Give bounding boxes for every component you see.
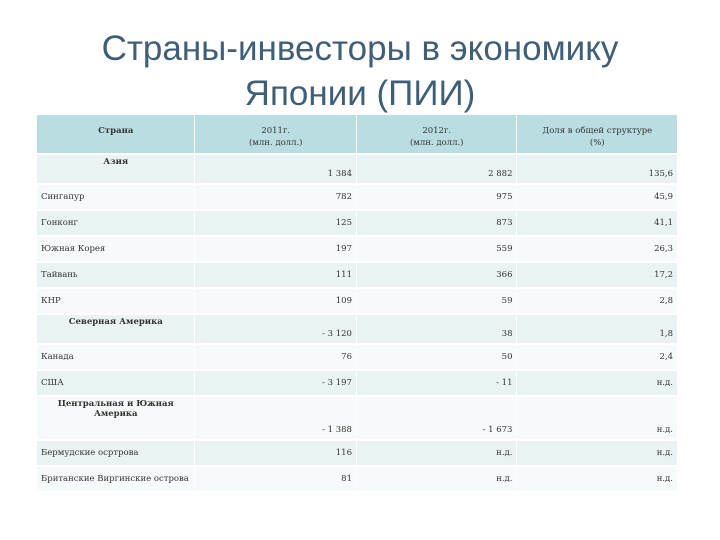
row-country: Северная Америка — [37, 313, 195, 343]
row-2012: - 1 673 — [357, 395, 518, 439]
row-2011: 116 — [195, 439, 357, 465]
row-share: 1,8 — [517, 313, 678, 343]
row-2012: н.д. — [357, 439, 518, 465]
row-share: 2,8 — [517, 287, 678, 313]
header-country: Страна — [37, 115, 195, 153]
row-share: 2,4 — [517, 343, 678, 369]
row-2011: 76 — [195, 343, 357, 369]
table-row — [37, 343, 678, 369]
row-2011: 81 — [195, 465, 357, 491]
row-share: н.д. — [517, 369, 678, 395]
table-row-group — [37, 395, 678, 439]
row-2011: - 3 197 — [195, 369, 357, 395]
row-2012: 873 — [357, 209, 518, 235]
row-2012: 366 — [357, 261, 518, 287]
row-country: Бермудские осртрова — [37, 439, 195, 465]
row-country: Гонконг — [37, 209, 195, 235]
table-row — [37, 235, 678, 261]
row-country: Тайвань — [37, 261, 195, 287]
table-header-row — [37, 115, 678, 153]
row-2012: 59 — [357, 287, 518, 313]
row-2011: - 1 388 — [195, 395, 357, 439]
row-2011: 1 384 — [195, 153, 357, 183]
row-2012: 559 — [357, 235, 518, 261]
row-share: н.д. — [517, 395, 678, 439]
header-2012-year: 2012г. — [422, 126, 452, 136]
row-2012: 50 — [357, 343, 518, 369]
table-row — [37, 439, 678, 465]
row-2012: 975 — [357, 183, 518, 209]
row-country: США — [37, 369, 195, 395]
row-share: 41,1 — [517, 209, 678, 235]
row-share: н.д. — [517, 439, 678, 465]
title-line-1: Страны-инвесторы в экономику — [101, 29, 619, 68]
header-share-title: Доля в общей структуре — [542, 126, 653, 136]
row-country: Южная Корея — [37, 235, 195, 261]
table-row — [37, 287, 678, 313]
header-2011-year: 2011г. — [261, 126, 291, 136]
row-country: Британские Виргинские острова — [37, 465, 195, 491]
row-2012: 2 882 — [357, 153, 518, 183]
header-2012 — [357, 115, 518, 153]
table-row — [37, 465, 678, 491]
row-2011: 782 — [195, 183, 357, 209]
header-2011 — [195, 115, 357, 153]
table-row — [37, 369, 678, 395]
row-2012: - 11 — [357, 369, 518, 395]
table-row-group — [37, 313, 678, 343]
row-share: 135,6 — [517, 153, 678, 183]
header-2012-unit: (млн. долл.) — [409, 138, 464, 148]
table-row — [37, 209, 678, 235]
row-2011: 109 — [195, 287, 357, 313]
table-row-group — [37, 153, 678, 183]
row-country: КНР — [37, 287, 195, 313]
table-row — [37, 261, 678, 287]
row-country: Сингапур — [37, 183, 195, 209]
header-2011-unit: (млн. долл.) — [248, 138, 303, 148]
row-country: Азия — [37, 153, 195, 183]
header-share — [517, 115, 678, 153]
row-share: 45,9 — [517, 183, 678, 209]
row-share: н.д. — [517, 465, 678, 491]
row-2011: 197 — [195, 235, 357, 261]
investors-table — [37, 115, 678, 491]
row-2011: 111 — [195, 261, 357, 287]
table-row — [37, 183, 678, 209]
row-country: Канада — [37, 343, 195, 369]
row-country: Центральная и Южная Америка — [37, 395, 195, 439]
row-2012: 38 — [357, 313, 518, 343]
row-share: 17,2 — [517, 261, 678, 287]
row-2011: - 3 120 — [195, 313, 357, 343]
page-title — [0, 26, 720, 116]
row-share: 26,3 — [517, 235, 678, 261]
row-2011: 125 — [195, 209, 357, 235]
row-2012: н.д. — [357, 465, 518, 491]
header-share-unit: (%) — [589, 138, 605, 148]
title-line-2: Японии (ПИИ) — [244, 74, 476, 113]
